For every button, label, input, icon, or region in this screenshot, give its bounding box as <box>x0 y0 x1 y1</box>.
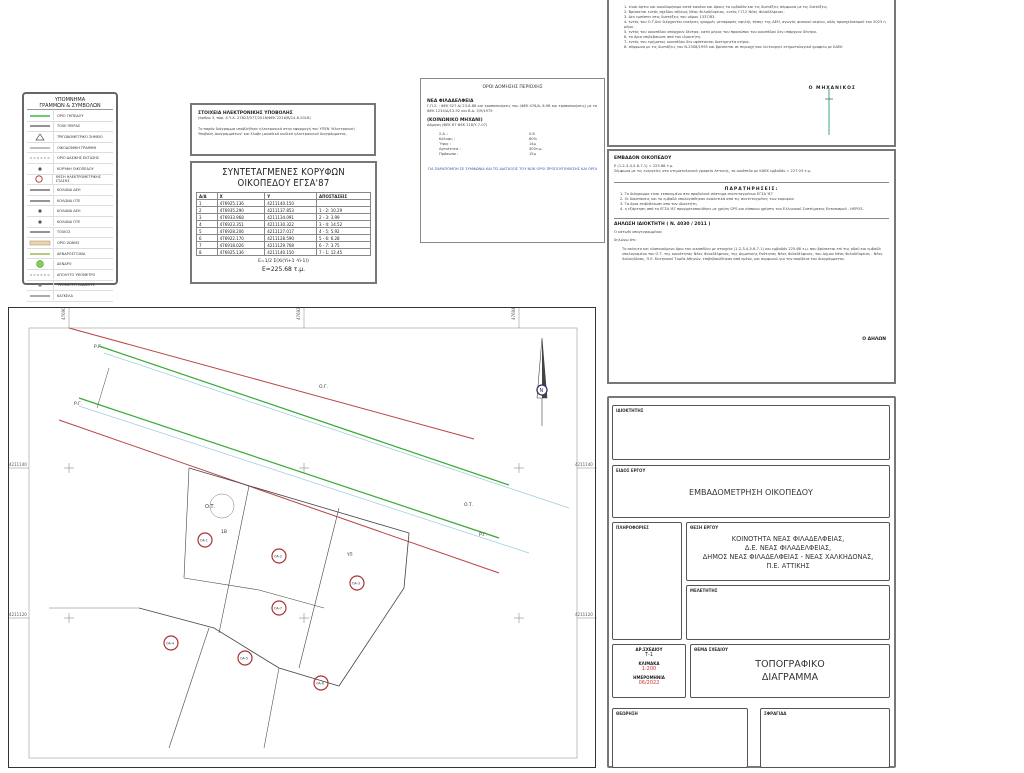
coordinates-table-box <box>190 161 377 284</box>
legend-row <box>27 249 113 260</box>
coords-cell: 2 <box>197 207 218 214</box>
coords-row <box>197 228 371 235</box>
location-line: Δ.Ε. ΝΕΑΣ ΦΙΛΑΔΕΛΦΕΙΑΣ, <box>744 544 832 552</box>
owner-field <box>612 405 890 460</box>
legend-row <box>27 196 113 207</box>
legend-symbol <box>27 260 54 269</box>
road-line-red-2 <box>59 420 499 573</box>
legend-label: ΔΕΝΔΡΟ <box>57 262 72 267</box>
coords-cell: 3 <box>197 214 218 221</box>
north-arrow-icon <box>537 338 547 426</box>
coords-cell: 4211140.150 <box>265 249 317 256</box>
info-label: ΠΛΗΡΟΦΟΡΙΕΣ <box>616 525 649 530</box>
coords-cell: 476923.351 <box>217 221 265 228</box>
legend-row <box>27 228 113 239</box>
terms-rule-label: Κάλυψη : <box>439 137 455 141</box>
coords-cell: 4211140.150 <box>265 200 317 207</box>
legend-label: ΑΠΟΛΥΤΟ ΥΨΟΜΕΤΡΟ <box>57 272 96 277</box>
legend-symbol <box>27 238 54 247</box>
observation-item: 4. η εξάρτηση από το ΕΓΣΑ '87 πραγματοποιήθηκε με χρήση GPS και κάποιου χρήστη του Ελληνικού Συστήματος Εντοπισμού - HEPOS. <box>620 207 864 211</box>
location-field <box>686 522 890 581</box>
terms-rule <box>427 152 598 157</box>
parcel-line <box>264 668 279 748</box>
terms-rule-label: Σ.Δ. : <box>439 132 449 136</box>
terms-footer: ΓΙΑ ΠΑΡΑΠΟΜΠΗ ΣΕ ΣΥΜΦΩΝΙΑ ΚΑΙ ΤΙΣ ΔΙΑΤΑΞΕΙΣ ΤΟΥ ΝΟΚ ΟΡΟΙ ΠΡΟΠΟΥΠΟΘΕΣΗΣ ΚΑΙ ΟΡΟΙ <box>428 167 597 171</box>
coords-cell: 7 <box>197 242 218 249</box>
legend-label: ΚΟΛΩΝΑ ΟΤΕ <box>57 219 81 224</box>
observations-title: ΠΑΡΑΤΗΡΗΣΕΙΣ: <box>724 187 779 192</box>
theme-field <box>690 644 890 698</box>
terms-rules <box>427 132 598 157</box>
terms-rule-label: Πρόσωπο : <box>439 152 459 156</box>
coords-cell: 476922.170 <box>217 235 265 242</box>
observations-list <box>614 192 889 212</box>
approval-label: ΘΕΩΡΗΣΗ <box>616 711 638 716</box>
notes-list <box>614 5 889 50</box>
scale-value: 1:200 <box>641 666 657 672</box>
coords-cell: 476925.136 <box>217 200 265 207</box>
legend-row <box>27 164 113 175</box>
legend-row <box>27 143 113 154</box>
coords-row <box>197 200 371 207</box>
grid-label-top-3: 476940 <box>511 308 516 320</box>
electronic-text: Το παρόν διάγραμμα υποβλήθηκε ηλεκτρονικά στην εφαρμογή του ΥΠΕΝ 'Ηλεκτρονική Υποβολή Διαγραμμάτων' και έλαβε μοναδικό κωδικό ηλεκτρονικού διαγράμματος. <box>198 127 355 136</box>
north-label: N <box>539 388 544 394</box>
seal-field <box>760 708 890 768</box>
location-line: ΔΗΜΟΣ ΝΕΑΣ ΦΙΛΑΔΕΛΦΕΙΑΣ - ΝΕΑΣ ΧΑΛΚΗΔΟΝΑΣ, <box>702 553 874 561</box>
legend-row <box>27 111 113 122</box>
coords-cell: 4 - 5: 5.92 <box>317 228 371 235</box>
grid-crosses <box>64 463 524 623</box>
scale-label: ΚΛΙΜΑΚΑ <box>638 661 660 666</box>
note-item: 3. Δεν εμπίπτει στις διατάξεις του νόμου 1337/83. <box>624 15 716 19</box>
terms-section: (ΚΟΙΝΩΝΙΚΟ ΜΗΧΑΝΙ) <box>427 118 483 123</box>
project-field <box>612 465 890 518</box>
terms-rule-label: Ύψος : <box>439 142 451 146</box>
legend-label: ΟΡΙΟ ΖΩΝΗΣ <box>57 240 80 245</box>
terms-rule-value: 0.8 <box>529 132 535 136</box>
observation-item: 3. Τα όρια επιβεβαίωσε απο τον ιδιοκτήτη. <box>620 202 698 206</box>
grid-label-top-2: 476920 <box>296 308 301 320</box>
grid-label-side-1: 4211140 <box>9 462 27 467</box>
terms-rule-value: 14μ <box>529 142 536 146</box>
signature-mark <box>819 89 839 139</box>
designer-label: ΜΕΛΕΤΗΤΗΣ <box>690 588 718 593</box>
coords-cell: 4211128.590 <box>265 235 317 242</box>
location-line: Π.Ε. ΑΤΤΙΚΗΣ <box>766 562 810 570</box>
observation-item: 1. Το διάγραμμα είναι εκπονημένο στο προβολικό σύστημα συντεταγμένων ΕΓΣΑ '87 <box>620 192 773 196</box>
legend-label: ΟΡΙΟ ΓΗΠΕΔΟΥ <box>57 113 84 118</box>
legend-label: ΚΟΛΩΝΑ ΔΕΗ <box>57 209 81 214</box>
coords-cell: 4211130.322 <box>265 221 317 228</box>
owner-label: ΙΔΙΟΚΤΗΤΗΣ <box>616 408 644 413</box>
coords-cell: 4211137.853 <box>265 207 317 214</box>
terms-rule-value: 60% <box>529 137 537 141</box>
legend-symbol <box>27 175 53 184</box>
note-item: 6. το όριο επιβεβαίωσε από τον ιδιοκτήτη. <box>624 35 702 39</box>
note-item: 1. είναι άρτιο και οικοδομήσιμο κατά κανόνα και όρους το εμβαδόν και τις διατάξεις σύμφωνα με τις διατάξεις. <box>624 5 829 9</box>
coords-cell: 476925.136 <box>217 249 265 256</box>
road-line-green-2 <box>79 398 499 538</box>
area-declaration-box <box>607 149 896 384</box>
building-terms-box <box>420 78 605 243</box>
road-label-3: Ο.Γ. <box>319 385 328 390</box>
legend-row <box>27 259 113 270</box>
terms-rule-label: Αρτιότητα : <box>439 147 461 151</box>
coords-row <box>197 221 371 228</box>
station-label: ΟΑ-1 <box>200 538 208 543</box>
electronic-title: ΣΤΟΙΧΕΙΑ ΗΛΕΚΤΡΟΝΙΚΗΣ ΥΠΟΒΟΛΗΣ <box>198 111 293 116</box>
station-label: ΟΑ-7 <box>274 606 282 611</box>
legend-symbol <box>27 122 54 131</box>
declaration-line1: Ο κάτωθι υπογεγραμμένος <box>614 230 663 234</box>
coords-row <box>197 235 371 242</box>
note-item: 5. εντός του οικοπέδου υπάρχουν δέντρα, κατά μήκος του προσώπου του οικοπέδου δεν υπάρχουν δέντρα. <box>624 30 818 34</box>
coords-cell: 4211127.017 <box>265 228 317 235</box>
area-formula: Ε=1/2 Σ(Χi(Yi+1 -Yi-1)) <box>258 259 309 264</box>
info-field <box>612 522 682 640</box>
coords-header-cell: ΑΠΟΣΤΑΣΕΙΣ <box>317 193 371 200</box>
ot-label-a: Ο.Τ. <box>205 504 216 510</box>
grid-label-top-1: 476900 <box>61 308 66 320</box>
coords-cell: 3 - 4: 14.52 <box>317 221 371 228</box>
legend-symbol <box>27 143 54 152</box>
parcel-use-label: ΥΠ <box>347 552 353 557</box>
coords-cell: 1 - 2: 10.29 <box>317 207 371 214</box>
legend-row <box>27 122 113 133</box>
coords-row <box>197 214 371 221</box>
coords-cell: 4211129.768 <box>265 242 317 249</box>
site-plan <box>8 307 596 768</box>
site-plan-drawing <box>9 308 597 769</box>
road-label-2: Ρ.Γ. <box>74 402 83 407</box>
theme-line2: ΔΙΑΓΡΑΜΜΑ <box>761 672 819 683</box>
legend-label: ΚΑΓΚΕΛΑ <box>57 293 73 298</box>
coords-header-cell: Υ <box>265 193 317 200</box>
station-label: ΟΑ-6 <box>316 681 324 686</box>
location-line: ΚΟΙΝΟΤΗΤΑ ΝΕΑΣ ΦΙΛΑΔΕΛΦΕΙΑΣ, <box>731 535 845 543</box>
legend-row <box>27 291 113 302</box>
electronic-submission-box <box>190 103 376 156</box>
coords-cell: 1 <box>197 200 218 207</box>
legend-symbol <box>27 217 54 226</box>
terms-ref: Γ.Π.Σ. : ΦΕΚ 527 Δ/ 23-8-88 και τροποποιήσεις του (ΦΕΚ 476/Δ, 6-98 και τροποποιήσεις) με το ΦΕΚ 1234/Δ/13-92 και Β.Δ. 3/9/1975 <box>427 104 598 113</box>
legend-label: ΤΡΙΓΩΝΟΜΕΤΡΙΚΟ ΣΗΜΕΙΟ <box>57 134 103 139</box>
note-item: 4. εντός του Ο.Τ.δεν διέρχονται εναέριες γραμμές μεταφοράς υψηλής τάσης της ΔΕΗ, αγωγός φυσικού αερίου, οδός προσχεδιασμού του 2023 ή ρέμα. <box>624 20 886 29</box>
station-label: ΟΑ-5 <box>240 656 248 661</box>
legend-row <box>27 132 113 143</box>
station-label: ΟΑ-2 <box>274 554 282 559</box>
grid-label-side-1b: 4211140 <box>575 462 593 467</box>
theme-line1: ΤΟΠΟΓΡΑΦΙΚΟ <box>755 659 825 670</box>
legend-row <box>27 270 113 281</box>
note-item: 8. σύμφωνα με τις διατάξεις του Ν.2308/1995 και βρίσκεται σε περιοχή που λειτουργεί κτηματολογικό γραφείο με ΚΑΕΚ <box>624 45 843 49</box>
parcel-line <box>299 508 339 668</box>
legend-symbol <box>27 228 54 237</box>
note-item: 2. Βρίσκεται εντός σχεδίου πόλεως Νέας Φιλαδέλφειας, εντός Γ.Π.Σ Νέας Φιλαδέλφειας. <box>624 10 785 14</box>
legend-subtitle: ΓΡΑΜΜΩΝ & ΣΥΜΒΟΛΩΝ <box>27 103 113 110</box>
legend-label: ΟΡΙΟ ΔΑΣΙΚΗΣ ΕΚΤΑΣΗΣ <box>57 156 100 161</box>
coords-cell: 476933.968 <box>217 214 265 221</box>
dimension-line <box>97 368 109 408</box>
terms-place: ΝΕΑ ΦΙΛΑΔΕΛΦΕΙΑ <box>427 99 474 104</box>
legend-label: ΤΟΙΧΟΣ <box>57 230 71 235</box>
legend-row <box>27 217 113 228</box>
theme-label: ΘΕΜΑ ΣΧΕΔΙΟΥ <box>694 647 729 652</box>
legend-symbol <box>27 154 54 163</box>
declaration-text: Το ακίνητο και υλοποιούμενο όριο του οικοπέδου με στοιχεία (1-2-3-4-5-6-7-1) και εμβαδόν 225.68 τ.μ. που βρίσκεται επί της οδού και εμβαδό υπολογισμένο του Ο.Τ. της κοινότητας Νέας Φιλαδέλφειας, της Δημοτικής Ενότητας Νέας Φιλαδέλφειας, του Δήμου Νέας Φιλαδέλφειας - Νέας Χαλκηδόνας, Π.Ε. Κεντρικού Τομέα Αθηνών, επιβεβαιώθηκαν από εμένα, και συμφωνώ για την ακρίβεια του διαγράμματος. <box>622 247 883 261</box>
designer-field <box>686 585 890 640</box>
parcel-number-label: 1Β <box>221 530 227 535</box>
road-line-blue-1 <box>104 353 569 508</box>
legend-symbol <box>27 207 54 216</box>
terms-rule-value: 300τ.μ. <box>529 147 543 151</box>
coords-cell: 4 <box>197 221 218 228</box>
coords-cell: 7 - 1: 12.45 <box>317 249 371 256</box>
legend-label: ΟΙΚΟΔΟΜΙΚΗ ΓΡΑΜΜΗ <box>57 145 97 150</box>
parcel-line <box>169 628 209 748</box>
station-markers <box>164 533 364 690</box>
coords-cell: 476935.290 <box>217 207 265 214</box>
coords-header-cell: Χ <box>217 193 265 200</box>
sheet-value: Τ-1 <box>644 652 654 658</box>
legend-title: ΥΠΟΜΝΗΜΑ <box>54 97 86 103</box>
legend-symbol <box>27 270 54 279</box>
parcel-line <box>184 468 189 578</box>
terms-title: ΟΡΟΙ ΔΟΜΗΣΗΣ ΠΕΡΙΟΧΗΣ <box>482 85 543 90</box>
road-label-1: Ρ.Γ. <box>94 345 103 350</box>
date-value: 06/2022 <box>638 680 660 686</box>
area-value: Ε=225.68 τ.μ. <box>262 266 305 273</box>
project-label: ΕΙΔΟΣ ΕΡΓΟΥ <box>616 468 646 473</box>
legend-label: ΘΕΣΗ ΗΛΕΚΤΡΟΜΕΤΡΙΚΗΣ ΣΤΑΣΗΣ <box>55 175 101 184</box>
coords-row <box>197 242 371 249</box>
legend-label: ΚΟΡΥΦΗ ΟΙΚΟΠΕΔΟΥ <box>57 166 94 171</box>
legend-row <box>27 281 113 292</box>
legend-symbol <box>27 111 54 120</box>
legend-symbol <box>27 185 54 194</box>
location-label: ΘΕΣΗ ΕΡΓΟΥ <box>690 525 719 530</box>
coords-cell: 5 - 6: 6.28 <box>317 235 371 242</box>
legend-label: ΚΟΛΩΝΑ ΟΤΕ <box>57 198 81 203</box>
coords-cell <box>317 200 371 207</box>
coords-row <box>197 207 371 214</box>
grid-label-side-2b: 4211120 <box>575 612 593 617</box>
declaration-title: ΔΗΛΩΣΗ ΙΔΙΟΚΤΗΤΗ ( Ν. 4030 / 2011 ) <box>614 222 711 227</box>
measure-line1: Ε (1-2-3-4-5-6-7-1) = 225.68 τ.μ. <box>614 164 674 168</box>
legend-symbol <box>27 132 54 141</box>
coords-title: ΣΥΝΤΕΤΑΓΜΕΝΕΣ ΚΟΡΥΦΩΝ <box>222 167 345 178</box>
grid-label-side-2: 4211120 <box>9 612 27 617</box>
ot-label-b: Ο.Τ. <box>464 503 474 508</box>
declaration-line2: δηλώνω ότι: <box>614 238 637 242</box>
owner-signature-label: Ο ΔΗΛΩΝ <box>862 337 886 342</box>
legend-label: ΥΨΟΜΕΤΡΟ ΕΔΑΦΟΥΣ <box>57 283 95 288</box>
station-label: ΟΑ-3 <box>352 581 360 586</box>
legend-symbol <box>27 291 54 300</box>
coords-cell: 476918.026 <box>217 242 265 249</box>
parcel-line <box>259 590 324 608</box>
legend-symbol <box>27 249 54 258</box>
legend-symbol <box>27 281 54 290</box>
notes-box <box>607 0 896 147</box>
coords-row <box>197 249 371 256</box>
sheet-label: ΑΡ.ΣΧΕΔΙΟΥ <box>635 647 663 652</box>
seal-label: ΣΦΡΑΓΙΔΑ <box>764 711 787 716</box>
measure-line2: Σύμφωνα με τις ενεργείες στο κτηματολογικό γραφείο Αττικής, το οικόπεδο με ΚΑΕΚ εμβαδόν = 227.03 τ.μ. <box>614 169 811 173</box>
legend-row <box>27 206 113 217</box>
observation-item: 2. Οι διαστάσεις και το εμβαδό υπολογίσθηκαν αναλυτικά από τις συντεταγμένες των κορυφών <box>620 197 794 201</box>
legend-rows <box>27 111 113 302</box>
note-item: 7. εντός του τμήματος οικοπέδου δεν υφίστανται διατηρητέα κτίρια. <box>624 40 750 44</box>
approval-field <box>612 708 748 768</box>
electronic-subtitle: (άρθρο 3, παρ. 4 Υ.Α. 27823/577/2018/ΦΕΚ 2216/Β/14-6-2018) <box>198 116 311 120</box>
legend-row <box>27 185 113 196</box>
coords-cell: 476928.206 <box>217 228 265 235</box>
coords-cell: 4211134.091 <box>265 214 317 221</box>
date-label: ΗΜΕΡΟΜΗΝΙΑ <box>633 675 665 680</box>
coordinates-table <box>196 192 371 256</box>
legend-row <box>27 238 113 249</box>
legend-label: ΤΟΙΧΙ ΠΕΙΡΑΣ <box>57 124 81 129</box>
coords-cell: 6 <box>197 235 218 242</box>
sheet-info-field <box>612 644 686 698</box>
coords-cell: 2 - 3: 3.99 <box>317 214 371 221</box>
station-label: ΟΑ-4 <box>166 641 174 646</box>
coords-cell: 8 <box>197 249 218 256</box>
legend-table <box>22 92 118 298</box>
legend-symbol <box>27 164 54 173</box>
road-line-blue-2 <box>79 406 529 553</box>
coords-cell: 6 - 7: 3.75 <box>317 242 371 249</box>
parcel-line <box>184 578 259 590</box>
legend-label: ΚΟΛΩΝΑ ΔΕΗ <box>57 187 81 192</box>
legend-label: ΔΕΝΔΡΟΣΤΟΙΧΙΑ <box>57 251 86 256</box>
terms-rule-value: 15μ <box>529 152 536 156</box>
engineer-label: Ο ΜΗΧΑΝΙΚΟΣ <box>808 86 856 91</box>
legend-symbol <box>27 196 54 205</box>
measure-title: ΕΜΒΑΔΟΝ ΟΙΚΟΠΕΔΟΥ <box>614 156 672 161</box>
project-value: ΕΜΒΑΔΟΜΕΤΡΗΣΗ ΟΙΚΟΠΕΔΟΥ <box>689 488 813 497</box>
coords-subtitle: ΟΙΚΟΠΕΔΟΥ ΕΓΣΑ'87 <box>237 178 330 189</box>
road-label-4: Ρ.Γ. <box>479 533 488 538</box>
legend-row <box>27 153 113 164</box>
legend-row <box>27 175 113 186</box>
coords-cell: 5 <box>197 228 218 235</box>
terms-zone: Δόμηση (ΦΕΚ 87 ΦΕΚ 118/Υ-7-07) <box>427 123 488 127</box>
location-lines <box>687 535 889 571</box>
coords-header-cell: Α/Α <box>197 193 218 200</box>
